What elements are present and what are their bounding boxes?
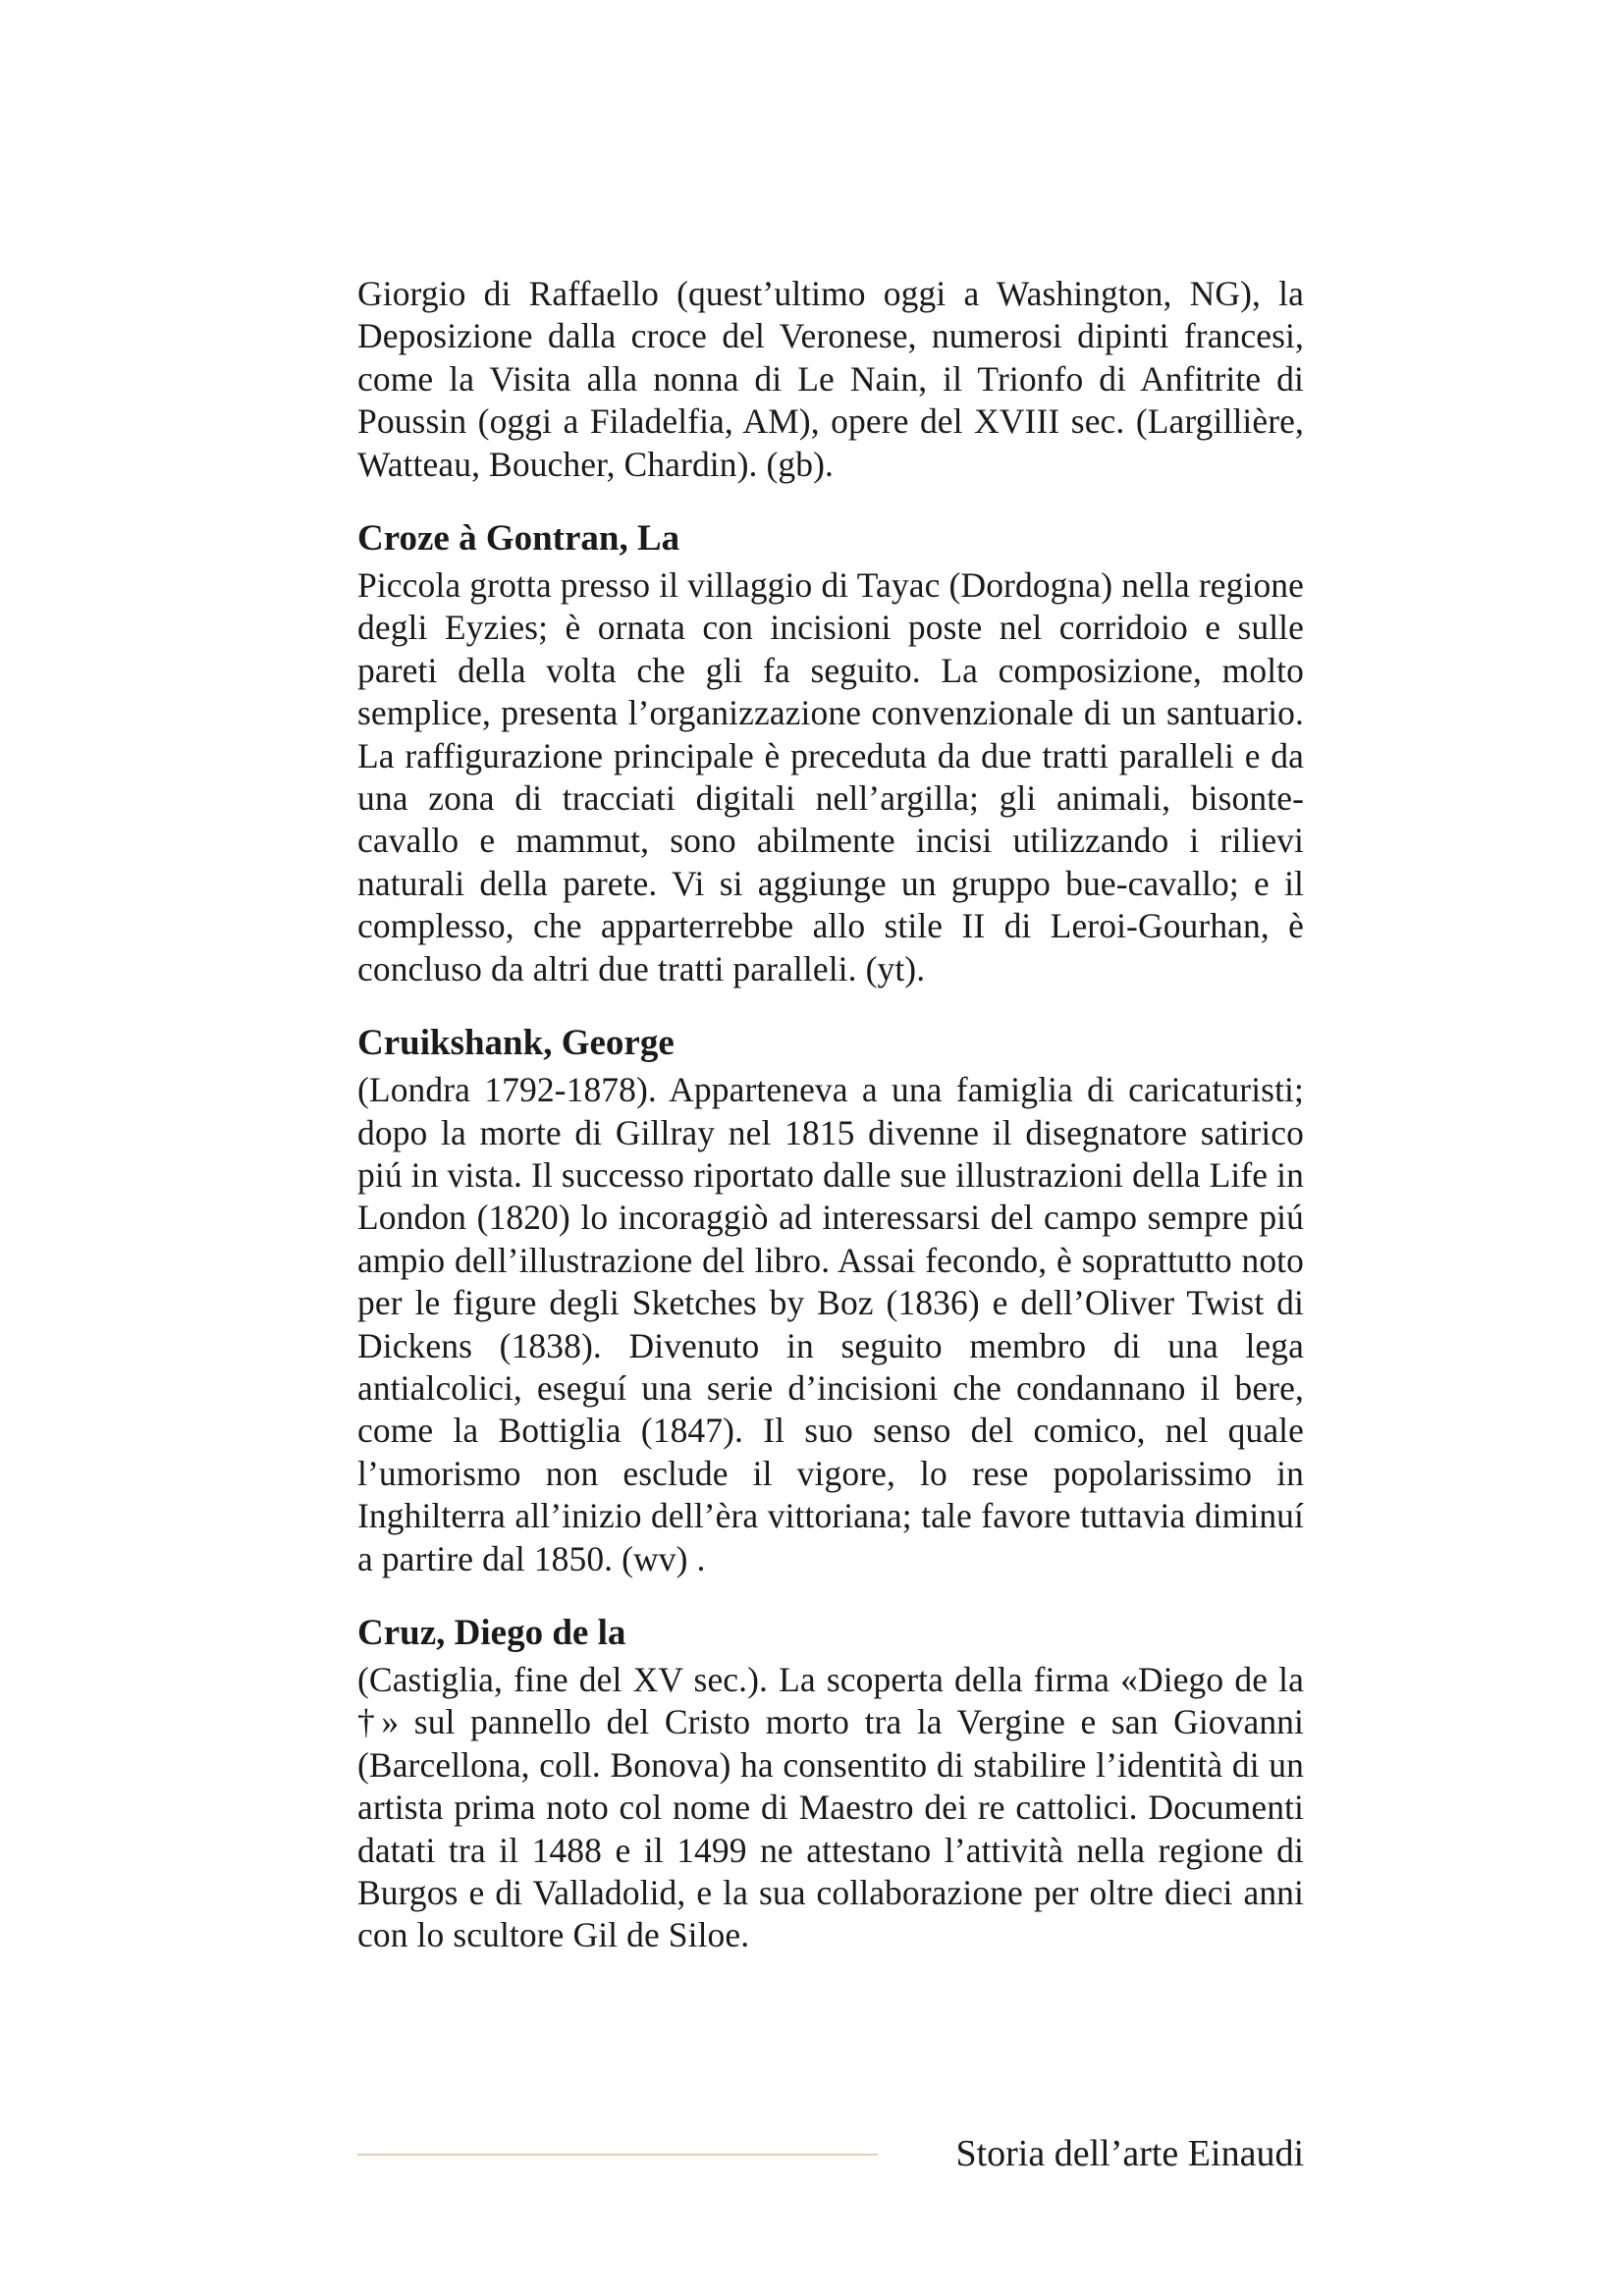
entry-cruz (357, 1610, 1304, 1957)
footer-rule (357, 2154, 878, 2156)
intro-paragraph: Giorgio di Raffaello (quest’ultimo oggi a Washington, NG), la Deposizione dalla croce del Veronese, numerosi dipinti francesi, come la Visita alla nonna di Le Nain, il Trionfo di Anfitrite di Poussin (oggi a Filadelfia, AM), opere del XVIII sec. (Largillière, Watteau, Boucher, Chardin). (gb). (357, 274, 1304, 484)
entry-title: Croze à Gontran, La (357, 518, 680, 560)
footer-title: Storia dell’arte Einaudi (955, 2133, 1304, 2174)
entry-title: Cruz, Diego de la (357, 1612, 626, 1653)
entry-text: (Castiglia, fine del XV sec.). La scoperta della firma «Diego de la †» sul pannello del Cristo morto tra la Vergine e san Giovanni (Barcellona, coll. Bonova) ha consentito di stabilire l’identità di un artista prima noto col nome di Maestro dei re cattolici. Documenti datati tra il 1488 e il 1499 ne attestano l’attività nella regione di Burgos e di Valladolid, e la sua collaborazione per oltre dieci anni con lo scultore Gil de Siloe. (357, 1659, 1304, 1955)
entry-title: Cruikshank, George (357, 1023, 675, 1064)
entry-text: (Londra 1792-1878). Apparteneva a una famiglia di caricaturisti; dopo la morte di Gillray nel 1815 divenne il disegnatore satirico piú in vista. Il successo riportato dalle sue illustrazioni della Life in London (1820) lo incoraggiò ad interessarsi del campo sempre piú ampio dell’illustrazione del libro. Assai fecondo, è soprattutto noto per le figure degli Sketches by Boz (1836) e dell’Oliver Twist di Dickens (1838). Divenuto in seguito membro di una lega antialcolici, eseguí una serie d’incisioni che condannano il bere, come la Bottiglia (1847). Il suo senso del comico, nel quale l’umorismo non esclude il vigore, lo rese popolarissimo in Inghilterra all’inizio dell’èra vittoriana; tale favore tuttavia diminuí a partire dal 1850. (wv) . (357, 1070, 1304, 1578)
entry-croze (357, 515, 1304, 990)
entry-cruikshank (357, 1020, 1304, 1580)
entry-text: Piccola grotta presso il villaggio di Tayac (Dordogna) nella regione degli Eyzies; è ornata con incisioni poste nel corridoio e sulle pareti della volta che gli fa seguito. La composizione, molto semplice, presenta l’organizzazione convenzionale di un santuario. La raffigurazione principale è preceduta da due tratti paralleli e da una zona di tracciati digitali nell’argilla; gli animali, bisonte-cavallo e mammut, sono abilmente incisi utilizzando i rilievi naturali della parete. Vi si aggiunge un gruppo bue-cavallo; e il complesso, che apparterrebbe allo stile II di Leroi-Gourhan, è concluso da altri due tratti paralleli. (yt). (357, 565, 1304, 988)
text-column (357, 273, 1304, 1957)
